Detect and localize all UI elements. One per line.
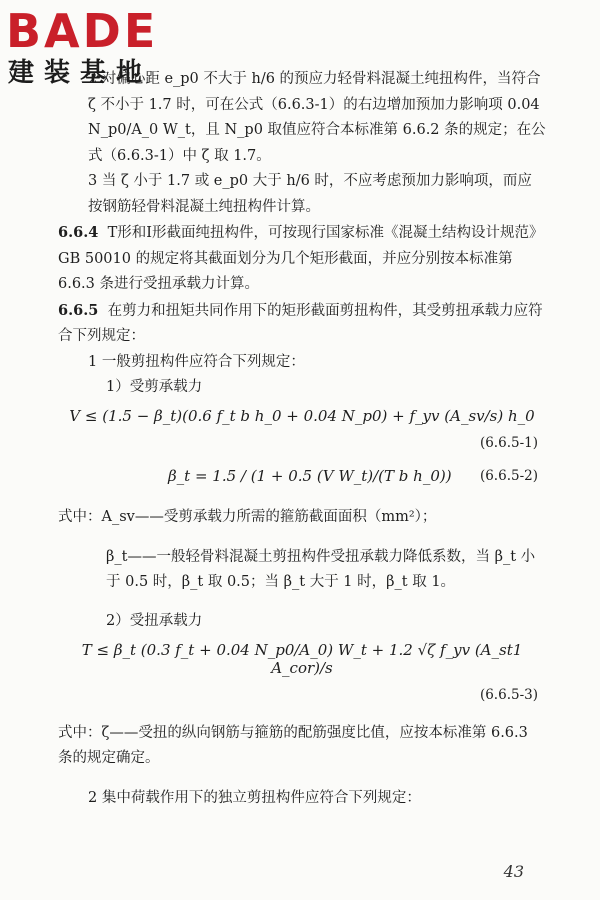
clause-number: 6.6.4: [58, 224, 99, 241]
equation-6-6-5-2: β_t = 1.5 / (1 + 0.5 (V W_t)/(T b h_0)): [168, 466, 452, 485]
equation-6-6-5-1: V ≤ (1.5 − β_t)(0.6 f_t b h_0 + 0.04 N_p0) + f_yv (A_sv/s) h_0: [69, 406, 535, 425]
clause-number: 6.6.5: [58, 301, 99, 319]
symbol-definition-zeta: 式中：ζ——受扭的纵向钢筋与箍筋的配筋强度比值，应按本标准第 6.6.3 条的规定确定。: [58, 725, 528, 766]
paragraph-item-1: 1 一般剪扭构件应符合下列规定：: [88, 353, 305, 370]
equation-number: (6.6.5-1): [479, 434, 538, 451]
symbol-definition-beta-t: β_t——一般轻骨料混凝土剪扭构件受扭承载力降低系数，当 β_t 小于 0.5 时，β_t 取 0.5；当 β_t 大于 1 时，β_t 取 1。: [106, 548, 536, 590]
clause-text: T形和I形截面纯扭构件，可按现行国家标准《混凝土结构设计规范》GB 50010 的规定将其截面划分为几个矩形截面，并应分别按本标准第 6.6.3 条进行受扭承载力计算。: [58, 225, 544, 292]
logo-wordmark: [6, 6, 158, 56]
paragraph-item-2: 2 对偏心距 e_p0 不大于 h/6 的预应力轻骨料混凝土纯扭构件，当符合 ζ 不小于 1.7 时，可在公式（6.6.3-1）的右边增加预加力影响项 0.04 N_p0/A_0 W_t，且 N_p0 取值应符合本标准第 6.6.2 条的规定；在公式（6.6.3-1）中 ζ 取 1.7。: [88, 71, 546, 164]
paragraph-item-3: 3 当 ζ 小于 1.7 或 e_p0 大于 h/6 时，不应考虑预加力影响项，而应按钢筋轻骨料混凝土纯扭构件计算。: [88, 173, 532, 215]
clause-6-6-5: [58, 298, 546, 350]
logo-subtitle: 建装基地: [8, 58, 153, 88]
equation-number: (6.6.5-2): [479, 467, 538, 484]
symbol-definition-asv: 式中：A_sv——受剪承载力所需的箍筋截面面积（mm²）；: [58, 509, 437, 525]
logo-text-en: BADE: [6, 4, 159, 58]
equation-6-6-5-3: T ≤ β_t (0.3 f_t + 0.04 N_p0/A_0) W_t + 1.2 √ζ f_yv (A_st1 A_cor)/s: [81, 640, 523, 677]
paragraph-item-2b: 2 集中荷载作用下的独立剪扭构件应符合下列规定：: [88, 789, 421, 806]
subheading-torsion: 2）受扭承载力: [106, 613, 203, 629]
clause-text: 在剪力和扭矩共同作用下的矩形截面剪扭构件，其受剪扭承载力应符合下列规定：: [58, 302, 543, 344]
equation-row-6-6-5-2: [58, 461, 546, 491]
page-number: 43: [503, 862, 524, 881]
document-body: [58, 67, 546, 811]
subheading-shear: 1）受剪承载力: [106, 379, 203, 395]
equation-number: (6.6.5-3): [479, 686, 538, 703]
clause-6-6-4: [58, 220, 546, 298]
